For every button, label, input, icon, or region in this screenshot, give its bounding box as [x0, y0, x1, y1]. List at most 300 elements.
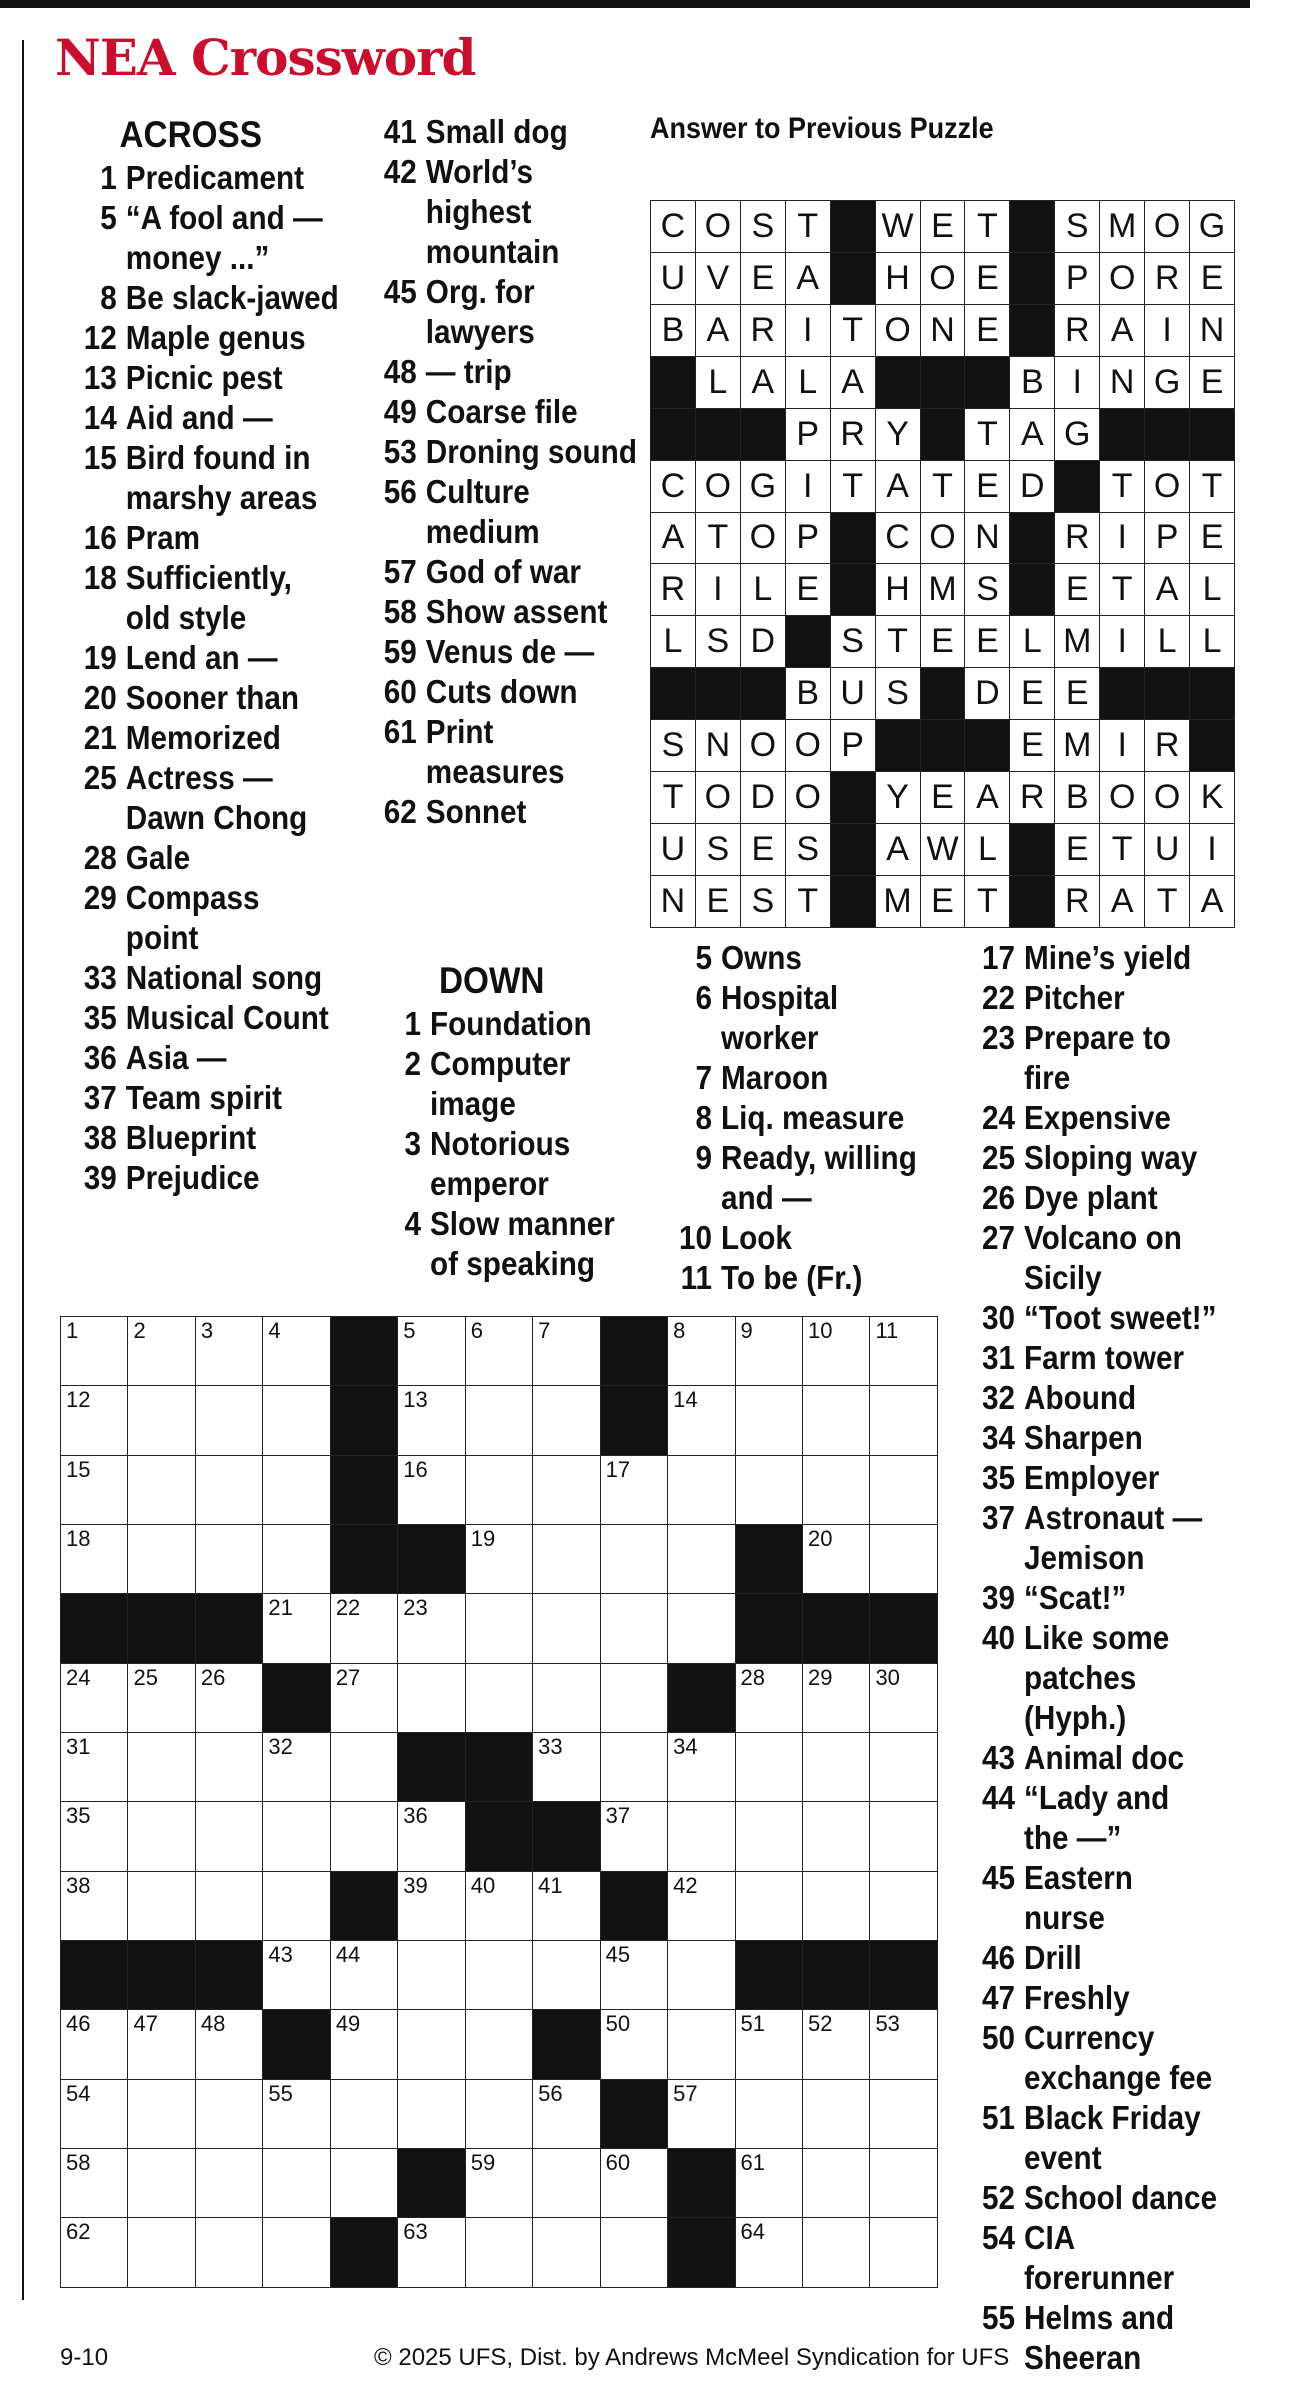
answer-cell: L: [785, 356, 830, 408]
black-square: [875, 720, 920, 772]
answer-cell: T: [785, 201, 830, 253]
grid-cell[interactable]: [802, 1455, 869, 1524]
answer-cell: I: [785, 460, 830, 512]
answer-cell: S: [785, 824, 830, 876]
grid-cell[interactable]: [330, 2079, 397, 2148]
grid-cell[interactable]: [128, 1802, 195, 1871]
grid-cell[interactable]: [465, 1941, 532, 2010]
grid-cell[interactable]: [668, 1871, 735, 1940]
answer-cell: B: [1055, 772, 1100, 824]
clue-text: Foundation: [430, 1005, 592, 1042]
down-clue-32: [970, 1378, 1222, 1418]
grid-cell[interactable]: [600, 1455, 667, 1524]
answer-cell: S: [875, 668, 920, 720]
down-clue-39: [970, 1578, 1222, 1618]
grid-cell[interactable]: [128, 2218, 195, 2288]
answer-cell: M: [1100, 201, 1145, 253]
black-square: [875, 356, 920, 408]
grid-cell[interactable]: [802, 2149, 869, 2218]
grid-cell[interactable]: [870, 1317, 938, 1386]
grid-cell[interactable]: [263, 1733, 330, 1802]
grid-cell[interactable]: [128, 2149, 195, 2218]
grid-cell[interactable]: [128, 1455, 195, 1524]
grid-cell[interactable]: [465, 2079, 532, 2148]
grid-cell[interactable]: [668, 1941, 735, 2010]
answer-grid: [650, 200, 1235, 928]
down-clue-17: [970, 938, 1222, 978]
grid-cell[interactable]: [870, 1733, 938, 1802]
grid-cell[interactable]: [195, 1663, 262, 1732]
cell-number: 64: [740, 2219, 766, 2245]
grid-cell[interactable]: [398, 1663, 465, 1732]
answer-cell: T: [875, 616, 920, 668]
answer-cell: M: [1055, 616, 1100, 668]
grid-cell[interactable]: [668, 1455, 735, 1524]
answer-cell: R: [1010, 772, 1055, 824]
grid-cell[interactable]: [735, 1663, 802, 1732]
down-clue-4: [385, 1204, 646, 1284]
grid-cell[interactable]: [195, 1525, 262, 1594]
cell-number: 49: [335, 2011, 361, 2037]
black-square: [330, 1871, 397, 1940]
grid-cell[interactable]: [600, 1594, 667, 1663]
copyright-credit: © 2025 UFS, Dist. by Andrews McMeel Syndication for UFS: [374, 2344, 1010, 2371]
grid-cell[interactable]: [61, 2218, 128, 2288]
across-clue-48: [370, 352, 640, 392]
answer-cell: L: [965, 824, 1010, 876]
clue-text: Show assent: [425, 593, 608, 630]
grid-cell[interactable]: [668, 1802, 735, 1871]
answer-cell: T: [1190, 460, 1235, 512]
clue-number: 20: [83, 679, 117, 716]
across-clue-18: [70, 558, 340, 638]
grid-cell[interactable]: [195, 1386, 262, 1455]
grid-cell[interactable]: [195, 1317, 262, 1386]
grid-cell[interactable]: [263, 2079, 330, 2148]
answer-cell: A: [1145, 564, 1190, 616]
answer-cell: A: [1100, 304, 1145, 356]
grid-cell[interactable]: [465, 1663, 532, 1732]
clue-number: 23: [981, 1019, 1015, 1056]
grid-cell[interactable]: [600, 2010, 667, 2079]
grid-cell[interactable]: [128, 1871, 195, 1940]
grid-cell[interactable]: [330, 1663, 397, 1732]
grid-cell[interactable]: [533, 2218, 600, 2288]
grid-cell[interactable]: [533, 1663, 600, 1732]
grid-cell[interactable]: [128, 1525, 195, 1594]
grid-cell[interactable]: [128, 1663, 195, 1732]
clue-number: 25: [981, 1139, 1015, 1176]
grid-cell[interactable]: [802, 1317, 869, 1386]
grid-cell[interactable]: [263, 1386, 330, 1455]
grid-cell[interactable]: [802, 1386, 869, 1455]
grid-cell[interactable]: [465, 2010, 532, 2079]
grid-cell[interactable]: [128, 1733, 195, 1802]
answer-cell: A: [1190, 875, 1235, 927]
clue-text: Farm tower: [1024, 1339, 1185, 1376]
grid-cell[interactable]: [61, 1871, 128, 1940]
grid-cell[interactable]: [802, 1871, 869, 1940]
cell-number: 4: [268, 1318, 281, 1343]
clue-text: Employer: [1024, 1459, 1160, 1496]
grid-cell[interactable]: [533, 1455, 600, 1524]
grid-cell[interactable]: [398, 1802, 465, 1871]
grid-cell[interactable]: [735, 1733, 802, 1802]
grid-cell[interactable]: [263, 1594, 330, 1663]
answer-cell: S: [651, 720, 696, 772]
answer-cell: O: [920, 252, 965, 304]
answer-cell: O: [1100, 252, 1145, 304]
grid-cell[interactable]: [802, 2218, 869, 2288]
grid-cell[interactable]: [61, 1663, 128, 1732]
black-square: [830, 875, 875, 927]
grid-cell[interactable]: [600, 1802, 667, 1871]
grid-cell[interactable]: [668, 1733, 735, 1802]
grid-row: [61, 1733, 938, 1802]
grid-cell[interactable]: [735, 1317, 802, 1386]
grid-cell[interactable]: [465, 1386, 532, 1455]
down-clue-2: [385, 1044, 646, 1124]
clue-text: Musical Count: [125, 999, 329, 1036]
answer-cell: G: [1055, 408, 1100, 460]
across-clue-29: [70, 878, 340, 958]
cell-number: 43: [268, 1942, 293, 1968]
cell-number: 61: [740, 2150, 766, 2176]
grid-cell[interactable]: [465, 1317, 532, 1386]
clue-number: 54: [981, 2219, 1015, 2256]
clue-text: — trip: [425, 353, 512, 390]
grid-cell[interactable]: [263, 1455, 330, 1524]
answer-cell: O: [875, 304, 920, 356]
grid-cell[interactable]: [398, 1594, 465, 1663]
black-square: [600, 1871, 667, 1940]
clue-text: Prepare to fire: [1024, 1019, 1171, 1096]
down-clue-43: [970, 1738, 1222, 1778]
grid-cell[interactable]: [735, 2079, 802, 2148]
grid-cell[interactable]: [61, 2079, 128, 2148]
grid-cell[interactable]: [330, 1733, 397, 1802]
grid-cell[interactable]: [195, 1802, 262, 1871]
grid-cell[interactable]: [61, 1386, 128, 1455]
grid-cell[interactable]: [465, 2218, 532, 2288]
grid-cell[interactable]: [61, 1525, 128, 1594]
cell-number: 62: [66, 2219, 91, 2245]
grid-cell[interactable]: [600, 1941, 667, 2010]
answer-cell: D: [1010, 460, 1055, 512]
answer-cell: P: [1055, 252, 1100, 304]
answer-cell: E: [1190, 252, 1235, 304]
grid-cell[interactable]: [61, 1802, 128, 1871]
grid-cell[interactable]: [668, 1317, 735, 1386]
down-clue-23: [970, 1018, 1222, 1098]
clue-text: Animal doc: [1024, 1739, 1185, 1776]
grid-cell[interactable]: [600, 1663, 667, 1732]
down-clue-40: [970, 1618, 1222, 1738]
grid-cell[interactable]: [195, 2010, 262, 2079]
clue-text: Asia —: [125, 1039, 227, 1076]
grid-cell[interactable]: [398, 1386, 465, 1455]
grid-cell[interactable]: [398, 2218, 465, 2288]
down-clue-31: [970, 1338, 1222, 1378]
grid-cell[interactable]: [533, 1594, 600, 1663]
grid-cell[interactable]: [735, 1802, 802, 1871]
clue-text: Sufficiently, old style: [125, 559, 292, 636]
grid-cell[interactable]: [61, 2010, 128, 2079]
answer-cell: L: [695, 356, 740, 408]
grid-cell[interactable]: [330, 2010, 397, 2079]
grid-cell[interactable]: [398, 1871, 465, 1940]
answer-cell: D: [740, 616, 785, 668]
grid-cell[interactable]: [533, 1941, 600, 2010]
black-square: [1055, 460, 1100, 512]
clue-number: 18: [83, 559, 117, 596]
grid-cell[interactable]: [735, 1455, 802, 1524]
grid-cell[interactable]: [61, 1317, 128, 1386]
across-clue-38: [70, 1118, 340, 1158]
grid-cell[interactable]: [195, 2218, 262, 2288]
clue-number: 13: [83, 359, 117, 396]
grid-cell[interactable]: [802, 1802, 869, 1871]
down-clue-34: [970, 1418, 1222, 1458]
black-square: [920, 408, 965, 460]
clue-text: Gale: [125, 839, 191, 876]
answer-cell: T: [1100, 824, 1145, 876]
cell-number: 46: [66, 2011, 91, 2037]
cell-number: 18: [66, 1526, 91, 1552]
down-clue-11: [667, 1258, 937, 1298]
cell-number: 6: [470, 1318, 483, 1343]
across-heading: ACROSS: [119, 114, 262, 155]
grid-cell[interactable]: [870, 2079, 938, 2148]
grid-cell[interactable]: [398, 2010, 465, 2079]
grid-cell[interactable]: [330, 1941, 397, 2010]
cell-number: 58: [66, 2150, 91, 2176]
answer-row: [651, 875, 1235, 927]
black-square: [1100, 668, 1145, 720]
clue-number: 52: [981, 2179, 1015, 2216]
grid-cell[interactable]: [870, 1871, 938, 1940]
black-square: [830, 772, 875, 824]
clue-text: Slow manner of speaking: [430, 1205, 615, 1282]
cell-number: 23: [403, 1595, 428, 1621]
grid-cell[interactable]: [735, 2149, 802, 2218]
grid-cell[interactable]: [600, 1733, 667, 1802]
grid-cell[interactable]: [533, 2079, 600, 2148]
grid-cell[interactable]: [870, 1386, 938, 1455]
grid-cell[interactable]: [533, 1733, 600, 1802]
grid-cell[interactable]: [600, 2149, 667, 2218]
grid-cell[interactable]: [61, 2149, 128, 2218]
cell-number: 54: [66, 2080, 91, 2106]
grid-cell[interactable]: [263, 1941, 330, 2010]
grid-cell[interactable]: [668, 1386, 735, 1455]
cell-number: 8: [673, 1318, 686, 1343]
black-square: [465, 1733, 532, 1802]
grid-cell[interactable]: [195, 2149, 262, 2218]
grid-cell[interactable]: [802, 2010, 869, 2079]
clue-number: 29: [83, 879, 117, 916]
grid-cell[interactable]: [195, 2079, 262, 2148]
grid-cell[interactable]: [735, 1871, 802, 1940]
grid-cell[interactable]: [195, 1455, 262, 1524]
clue-number: 2: [404, 1045, 421, 1082]
clue-number: 11: [680, 1259, 712, 1296]
down-clue-10: [667, 1218, 937, 1258]
clue-number: 37: [83, 1079, 117, 1116]
grid-row: [61, 2149, 938, 2218]
cell-number: 26: [200, 1664, 226, 1690]
grid-cell[interactable]: [533, 1317, 600, 1386]
black-square: [830, 564, 875, 616]
grid-cell[interactable]: [802, 2079, 869, 2148]
grid-cell[interactable]: [263, 1802, 330, 1871]
across-clue-16: [70, 518, 340, 558]
down-clues-column-3: [970, 938, 1222, 2378]
answer-cell: N: [920, 304, 965, 356]
grid-cell[interactable]: [465, 1594, 532, 1663]
answer-cell: W: [920, 824, 965, 876]
answer-cell: O: [920, 512, 965, 564]
grid-cell[interactable]: [802, 1733, 869, 1802]
black-square: [1145, 668, 1190, 720]
clue-number: 6: [695, 979, 712, 1016]
black-square: [651, 356, 696, 408]
grid-cell[interactable]: [870, 1525, 938, 1594]
grid-cell[interactable]: [668, 2079, 735, 2148]
answer-cell: E: [965, 252, 1010, 304]
grid-cell[interactable]: [735, 1386, 802, 1455]
grid-cell[interactable]: [668, 1594, 735, 1663]
clue-number: 55: [981, 2299, 1015, 2336]
grid-cell[interactable]: [195, 1871, 262, 1940]
cell-number: 13: [403, 1387, 428, 1413]
answer-cell: C: [651, 460, 696, 512]
grid-cell[interactable]: [802, 1525, 869, 1594]
answer-cell: O: [1145, 201, 1190, 253]
answer-cell: P: [785, 408, 830, 460]
answer-cell: A: [875, 824, 920, 876]
answer-cell: T: [1100, 564, 1145, 616]
clue-text: Sharpen: [1024, 1419, 1143, 1456]
across-clue-41: [370, 112, 640, 152]
grid-cell[interactable]: [263, 1871, 330, 1940]
black-square: [802, 1941, 869, 2010]
grid-cell[interactable]: [870, 1802, 938, 1871]
down-clue-6: [667, 978, 937, 1058]
grid-cell[interactable]: [330, 2149, 397, 2218]
clue-number: 39: [981, 1579, 1015, 1616]
black-square: [330, 1386, 397, 1455]
answer-cell: U: [1145, 824, 1190, 876]
grid-cell[interactable]: [61, 1733, 128, 1802]
clue-text: Lend an —: [125, 639, 278, 676]
grid-cell[interactable]: [398, 1941, 465, 2010]
grid-cell[interactable]: [128, 2010, 195, 2079]
grid-cell[interactable]: [330, 1594, 397, 1663]
clue-text: God of war: [425, 553, 581, 590]
answer-cell: S: [740, 201, 785, 253]
cell-number: 39: [403, 1872, 428, 1898]
black-square: [1010, 201, 1055, 253]
black-square: [735, 1525, 802, 1594]
answer-cell: T: [965, 201, 1010, 253]
black-square: [920, 356, 965, 408]
grid-cell[interactable]: [870, 1663, 938, 1732]
grid-cell[interactable]: [870, 2010, 938, 2079]
clue-text: Memorized: [125, 719, 281, 756]
grid-cell[interactable]: [668, 2010, 735, 2079]
cell-number: 14: [673, 1387, 698, 1413]
grid-cell[interactable]: [61, 1455, 128, 1524]
across-clue-45: [370, 272, 640, 352]
grid-cell[interactable]: [398, 1455, 465, 1524]
clue-number: 33: [83, 959, 117, 996]
answer-cell: O: [785, 720, 830, 772]
clue-number: 26: [981, 1179, 1015, 1216]
clue-number: 57: [383, 553, 417, 590]
answer-cell: H: [875, 564, 920, 616]
grid-cell[interactable]: [465, 1455, 532, 1524]
across-clue-25: [70, 758, 340, 838]
grid-cell[interactable]: [398, 1317, 465, 1386]
grid-cell[interactable]: [533, 1525, 600, 1594]
grid-cell[interactable]: [802, 1663, 869, 1732]
answer-cell: B: [785, 668, 830, 720]
grid-cell[interactable]: [600, 1525, 667, 1594]
clue-number: 1: [404, 1005, 421, 1042]
grid-cell[interactable]: [263, 1525, 330, 1594]
top-rule: [0, 0, 1250, 8]
grid-cell[interactable]: [330, 1802, 397, 1871]
clue-number: 44: [981, 1779, 1015, 1816]
answer-cell: E: [1055, 668, 1100, 720]
grid-cell[interactable]: [668, 1525, 735, 1594]
clue-text: Pram: [125, 519, 201, 556]
grid-cell[interactable]: [735, 2218, 802, 2288]
across-clue-61: [370, 712, 640, 792]
cell-number: 41: [538, 1872, 563, 1898]
grid-cell[interactable]: [263, 2218, 330, 2288]
grid-cell[interactable]: [600, 2218, 667, 2288]
grid-cell[interactable]: [465, 1871, 532, 1940]
grid-cell[interactable]: [735, 2010, 802, 2079]
grid-cell[interactable]: [870, 1455, 938, 1524]
grid-cell[interactable]: [263, 1317, 330, 1386]
grid-cell[interactable]: [398, 2079, 465, 2148]
grid-cell[interactable]: [128, 1317, 195, 1386]
clue-number: 34: [981, 1419, 1015, 1456]
answer-cell: C: [875, 512, 920, 564]
black-square: [465, 1802, 532, 1871]
answer-cell: I: [695, 564, 740, 616]
grid-cell[interactable]: [128, 1386, 195, 1455]
grid-cell[interactable]: [533, 1386, 600, 1455]
grid-cell[interactable]: [128, 2079, 195, 2148]
cell-number: 38: [66, 1872, 91, 1898]
grid-cell[interactable]: [533, 2149, 600, 2218]
answer-row: [651, 616, 1235, 668]
grid-cell[interactable]: [870, 2149, 938, 2218]
answer-cell: O: [740, 512, 785, 564]
grid-cell[interactable]: [263, 2149, 330, 2218]
grid-cell[interactable]: [870, 2218, 938, 2288]
grid-cell[interactable]: [195, 1733, 262, 1802]
down-clue-37: [970, 1498, 1222, 1578]
grid-cell[interactable]: [465, 2149, 532, 2218]
grid-cell[interactable]: [533, 1871, 600, 1940]
clue-number: 8: [695, 1099, 712, 1136]
grid-cell[interactable]: [465, 1525, 532, 1594]
